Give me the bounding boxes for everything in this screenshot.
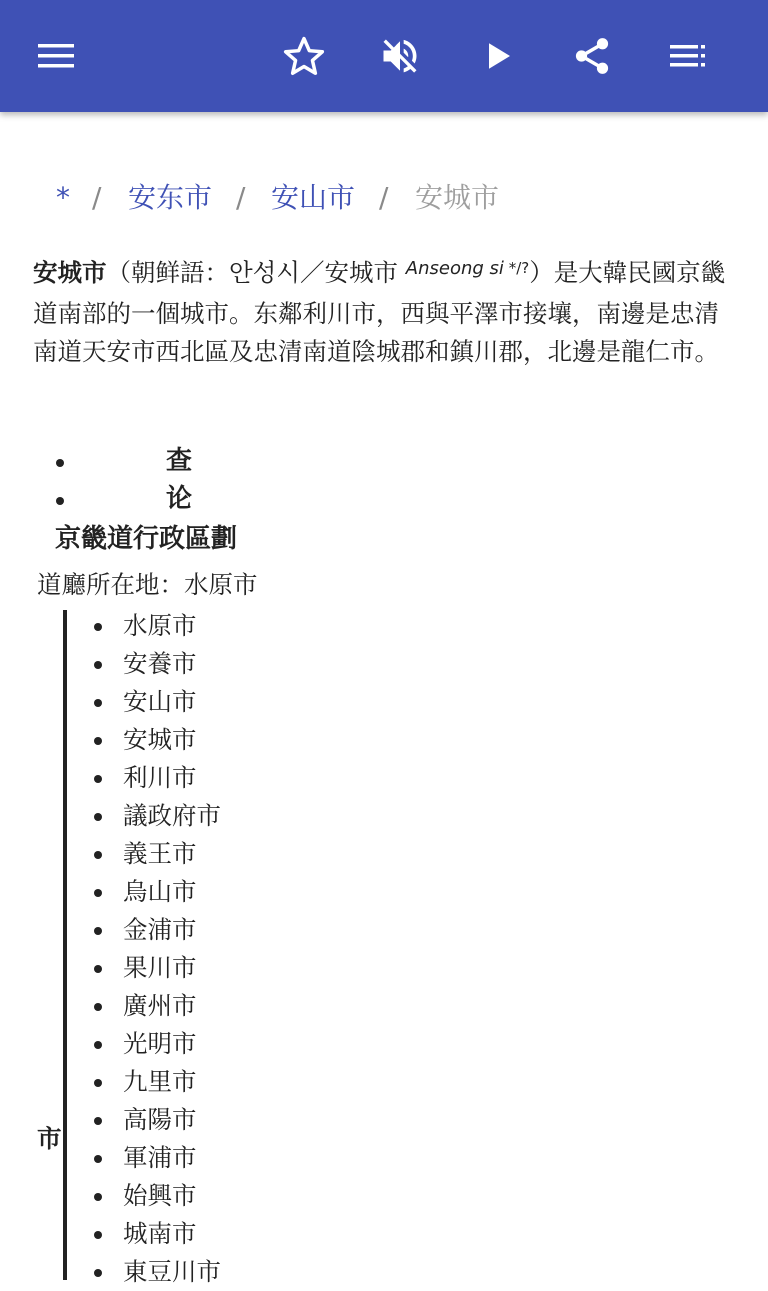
- bullet: [94, 1117, 102, 1125]
- vte-talk-label: 论: [166, 484, 193, 514]
- breadcrumb-link-andong[interactable]: 安东市: [128, 181, 213, 214]
- list-item[interactable]: [0, 797, 768, 835]
- city-link[interactable]: 議政府市: [123, 801, 221, 830]
- play-button[interactable]: [470, 28, 526, 84]
- bullet: [94, 661, 102, 669]
- bullet: [94, 851, 102, 859]
- list-item[interactable]: [0, 873, 768, 911]
- navbox-capital: 道廳所在地：水原市: [37, 570, 258, 599]
- city-link[interactable]: 安養市: [123, 649, 197, 678]
- city-list: [0, 607, 768, 1291]
- city-link[interactable]: 利川市: [123, 763, 197, 792]
- breadcrumb: [0, 176, 768, 220]
- breadcrumb-home-link[interactable]: *: [56, 181, 70, 214]
- city-link[interactable]: 廣州市: [123, 991, 197, 1020]
- share-icon: [571, 35, 613, 77]
- city-link[interactable]: 義王市: [123, 839, 197, 868]
- list-item[interactable]: [0, 1101, 768, 1139]
- city-link[interactable]: 始興市: [123, 1181, 197, 1210]
- list-item[interactable]: [0, 1253, 768, 1291]
- list-item[interactable]: [0, 987, 768, 1025]
- city-link[interactable]: 烏山市: [123, 877, 197, 906]
- article-intro: [33, 254, 738, 371]
- vte-view-label: 查: [166, 446, 193, 476]
- bullet: [94, 1003, 102, 1011]
- romanization: Anseong si: [405, 258, 504, 279]
- volume-off-icon: [378, 34, 422, 78]
- bullet: [94, 775, 102, 783]
- intro-body-text: ）是大韓民國京畿道南部的一個城市。东鄰利川市，西與平澤市接壤，南邊是忠清南道天安市西北區及忠清南道陰城郡和鎮川郡，北邊是龍仁市。: [33, 258, 726, 366]
- bullet: [94, 1041, 102, 1049]
- list-item[interactable]: [0, 607, 768, 645]
- contents-button[interactable]: [660, 28, 716, 84]
- city-link[interactable]: 安山市: [123, 687, 197, 716]
- list-item[interactable]: [0, 645, 768, 683]
- city-link[interactable]: 城南市: [123, 1219, 197, 1248]
- bullet: [94, 1079, 102, 1087]
- list-item[interactable]: [0, 1215, 768, 1253]
- bullet: [94, 737, 102, 745]
- list-item[interactable]: [0, 1025, 768, 1063]
- bullet: [94, 699, 102, 707]
- city-link[interactable]: 果川市: [123, 953, 197, 982]
- star-outline-icon: [282, 34, 326, 78]
- share-button[interactable]: [564, 28, 620, 84]
- city-link[interactable]: 東豆川市: [123, 1257, 221, 1286]
- list-item[interactable]: [0, 1139, 768, 1177]
- breadcrumb-separator: /: [92, 181, 102, 214]
- bullet: [94, 927, 102, 935]
- city-link[interactable]: 軍浦市: [123, 1143, 197, 1172]
- bullet: [94, 623, 102, 631]
- bullet: [94, 1269, 102, 1277]
- list-item[interactable]: [0, 949, 768, 987]
- list-item[interactable]: [0, 1063, 768, 1101]
- list-item[interactable]: [0, 911, 768, 949]
- list-item[interactable]: [0, 1177, 768, 1215]
- city-link[interactable]: 水原市: [123, 611, 197, 640]
- menu-button[interactable]: [28, 28, 84, 84]
- bullet: [94, 813, 102, 821]
- city-link[interactable]: 光明市: [123, 1029, 197, 1058]
- bullet: [94, 965, 102, 973]
- breadcrumb-link-ansan[interactable]: 安山市: [271, 181, 356, 214]
- list-item[interactable]: [0, 721, 768, 759]
- bullet: [94, 1155, 102, 1163]
- app-bar: [0, 0, 768, 112]
- bullet: [56, 459, 64, 467]
- pronunciation-link[interactable]: */?: [503, 259, 530, 277]
- intro-korean-name: （朝鲜語：안성시／安城市: [106, 258, 406, 287]
- city-link[interactable]: 金浦市: [123, 915, 197, 944]
- breadcrumb-current: 安城市: [415, 181, 500, 214]
- breadcrumb-separator: /: [236, 181, 246, 214]
- bullet: [56, 497, 64, 505]
- bullet: [94, 889, 102, 897]
- breadcrumb-separator: /: [379, 181, 389, 214]
- mute-button[interactable]: [372, 28, 428, 84]
- list-item[interactable]: [0, 759, 768, 797]
- navbox-title: 京畿道行政區劃: [55, 524, 238, 554]
- favorite-button[interactable]: [276, 28, 332, 84]
- menu-icon: [36, 41, 76, 71]
- article-title-term: 安城市: [33, 258, 107, 287]
- city-link[interactable]: 九里市: [123, 1067, 197, 1096]
- city-link[interactable]: 安城市: [123, 725, 197, 754]
- play-icon: [480, 38, 516, 74]
- list-item[interactable]: [0, 835, 768, 873]
- contents-list-icon: [668, 41, 708, 71]
- bullet: [94, 1193, 102, 1201]
- list-item[interactable]: [0, 683, 768, 721]
- city-link[interactable]: 高陽市: [123, 1105, 197, 1134]
- navbox-group-label: 市: [37, 1124, 62, 1153]
- bullet: [94, 1231, 102, 1239]
